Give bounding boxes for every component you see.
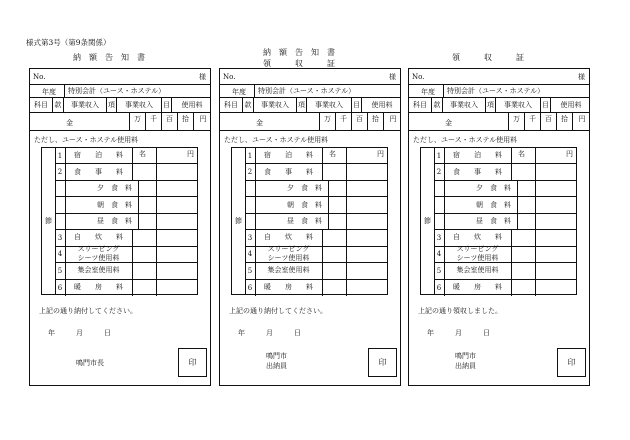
no-row [409, 69, 589, 85]
kan-label: 款 [54, 101, 62, 109]
unit-label: 万 [134, 115, 141, 123]
item-name-text: 食 事 料 [74, 167, 123, 176]
mei-label: 名 [518, 150, 525, 158]
kou-label-cell [485, 98, 495, 112]
notice-text: 上記の通り納付してください。 [39, 307, 137, 315]
item-count-cell[interactable] [132, 197, 157, 212]
item-name [444, 148, 512, 163]
sama-label: 様 [199, 73, 206, 81]
notice-text: 上記の通り納付してください。 [229, 307, 327, 315]
sama-label: 様 [578, 73, 585, 81]
unit-cell [508, 113, 524, 130]
kamoku-label-cell [30, 98, 52, 112]
kou-label-cell [296, 98, 306, 112]
item-name-text: 朝 食 料 [97, 200, 132, 209]
item-row [434, 214, 576, 230]
unit-label: 千 [150, 115, 157, 123]
item-number-text: 4 [57, 250, 63, 259]
unit-label: 円 [389, 115, 397, 123]
item-number-text: 3 [247, 233, 253, 242]
item-name-text: 夕 食 料 [476, 184, 511, 193]
item-count-cell[interactable] [511, 197, 536, 212]
kou-value: 事業収入 [504, 101, 532, 109]
setsu-label: 節 [235, 217, 242, 225]
item-row [434, 247, 576, 263]
moku-value-cell [361, 98, 402, 112]
kingaku-row [30, 113, 210, 131]
unit-label: 拾 [561, 115, 568, 123]
item-amount-cell[interactable] [346, 214, 387, 229]
item-count-cell[interactable] [322, 148, 347, 163]
item-amount-cell[interactable] [535, 181, 576, 196]
item-name [65, 247, 133, 262]
item-row [434, 280, 576, 296]
item-name-text: 暖 房 料 [264, 283, 313, 292]
item-count-cell[interactable] [132, 164, 157, 179]
form-label: 様式第3号（第9条関係） [26, 38, 111, 47]
kan-label: 款 [244, 101, 252, 109]
kamoku-label: 科目 [224, 101, 238, 109]
item-name [65, 181, 139, 196]
item-count-cell[interactable] [322, 214, 347, 229]
item-row [434, 164, 576, 180]
item-amount-cell[interactable] [535, 148, 576, 163]
item-count-cell[interactable] [322, 197, 347, 212]
moku-value: 使用料 [371, 101, 393, 109]
item-name-text: 昼 食 料 [287, 216, 322, 225]
item-name [444, 197, 518, 212]
item-name [65, 148, 133, 163]
item-row [245, 214, 387, 230]
item-row [55, 164, 197, 180]
item-name-text: 宿 泊 料 [74, 151, 123, 160]
sama-label: 様 [389, 73, 396, 81]
date-text: 年 月 日 [427, 329, 490, 337]
item-number-text: 1 [436, 151, 442, 160]
item-row [55, 280, 197, 296]
moku-label-cell [161, 98, 171, 112]
item-count-cell[interactable] [322, 181, 347, 196]
item-name [255, 197, 329, 212]
moku-label: 目 [542, 101, 549, 109]
item-name-text: スリーピング シーツ使用料 [456, 245, 499, 263]
unit-label: 円 [199, 115, 207, 123]
item-row [245, 263, 387, 279]
item-amount-cell[interactable] [346, 247, 387, 262]
seal-label: 印 [188, 358, 197, 367]
panel-title: 納 額 告 知 書 [73, 53, 145, 62]
item-name-text: 夕 食 料 [97, 184, 132, 193]
item-row [55, 181, 197, 197]
item-number-text: 3 [436, 233, 442, 242]
unit-label: 拾 [182, 115, 189, 123]
item-table [231, 147, 388, 295]
item-name [444, 164, 512, 179]
tadashi-text: ただし、ユース・ホステル使用料 [34, 136, 139, 144]
item-amount-cell[interactable] [346, 197, 387, 212]
nendo-label: 年度 [42, 88, 56, 96]
item-amount-cell[interactable] [156, 164, 197, 179]
item-amount-cell[interactable] [535, 247, 576, 262]
kan-label-cell [431, 98, 442, 112]
kan-value: 事業収入 [71, 101, 99, 109]
item-amount-cell[interactable] [156, 247, 197, 262]
item-count-cell[interactable] [132, 280, 157, 296]
item-count-cell[interactable] [511, 181, 536, 196]
moku-value-cell [550, 98, 591, 112]
moku-value: 使用料 [181, 101, 203, 109]
item-count-cell[interactable] [511, 164, 536, 179]
item-name [444, 247, 512, 262]
kan-label: 款 [433, 101, 441, 109]
seal-box [178, 348, 207, 377]
item-amount-cell[interactable] [535, 280, 576, 296]
item-name-text: 自 炊 料 [74, 233, 123, 242]
unit-cell [193, 113, 212, 130]
setsu-label: 節 [424, 217, 431, 225]
item-name [255, 214, 329, 229]
unit-cell [129, 113, 145, 130]
moku-label-cell [351, 98, 361, 112]
kamoku-row [409, 98, 589, 113]
unit-label: 万 [513, 115, 520, 123]
kou-label-cell [106, 98, 116, 112]
unit-cell [319, 113, 335, 130]
item-name-text: 宿 泊 料 [453, 151, 502, 160]
item-name [255, 280, 323, 296]
item-count-cell[interactable] [132, 181, 157, 196]
item-number-text: 4 [247, 250, 253, 259]
kaikei-cell [254, 85, 400, 97]
item-table [41, 147, 198, 295]
item-name [255, 263, 323, 278]
item-amount-cell[interactable] [156, 280, 197, 296]
form-panel [219, 68, 401, 386]
kingaku-row [220, 113, 400, 131]
kamoku-label-cell [220, 98, 242, 112]
panel-subtitle: 領 収 証 [263, 59, 335, 68]
item-row [55, 214, 197, 230]
item-amount-cell[interactable] [346, 280, 387, 296]
item-number-text: 2 [436, 168, 442, 177]
item-name [65, 164, 133, 179]
item-count-cell[interactable] [322, 247, 347, 262]
moku-label-cell [540, 98, 550, 112]
kan-label-cell [52, 98, 63, 112]
item-name-text: 夕 食 料 [287, 184, 322, 193]
item-row [434, 197, 576, 213]
item-name [444, 263, 512, 278]
item-name [65, 230, 133, 245]
panel-title: 領 収 証 [452, 53, 524, 62]
kamoku-label: 科目 [34, 101, 48, 109]
item-amount-cell[interactable] [346, 230, 387, 245]
tadashi-text: ただし、ユース・ホステル使用料 [413, 136, 518, 144]
kou-value-cell [116, 98, 161, 112]
unit-label: 百 [166, 115, 173, 123]
item-name-text: 暖 房 料 [74, 283, 123, 292]
setsu-column [42, 148, 56, 294]
item-number-text: 2 [247, 168, 253, 177]
item-number-text: 6 [57, 283, 63, 292]
unit-cell [351, 113, 367, 130]
item-amount-cell[interactable] [156, 181, 197, 196]
kan-value: 事業収入 [261, 101, 289, 109]
item-row [434, 263, 576, 279]
item-row [245, 148, 387, 164]
no-row [30, 69, 210, 85]
kan-value: 事業収入 [450, 101, 478, 109]
item-name [65, 263, 133, 278]
setsu-label: 節 [45, 217, 52, 225]
item-name [255, 230, 323, 245]
signer-line1: 鳴門市長 [76, 359, 104, 367]
item-count-cell[interactable] [511, 230, 536, 245]
no-label: No. [412, 72, 425, 81]
kan-value-cell [63, 98, 106, 112]
date-text: 年 月 日 [48, 329, 111, 337]
item-number-text: 5 [57, 266, 63, 275]
seal-label: 印 [567, 358, 576, 367]
kou-value: 事業収入 [125, 101, 153, 109]
kan-value-cell [442, 98, 485, 112]
item-name [65, 197, 139, 212]
item-amount-cell[interactable] [156, 214, 197, 229]
item-row [55, 148, 197, 164]
moku-value: 使用料 [560, 101, 582, 109]
item-table [420, 147, 577, 295]
item-name-text: スリーピング シーツ使用料 [267, 245, 310, 263]
kaikei-text: 特別会計（ユース・ホステル） [68, 87, 166, 95]
unit-cell [524, 113, 540, 130]
item-count-cell[interactable] [322, 280, 347, 296]
item-count-cell[interactable] [132, 247, 157, 262]
item-amount-cell[interactable] [535, 214, 576, 229]
item-name-text: 自 炊 料 [453, 233, 502, 242]
item-name [444, 181, 518, 196]
item-name-text: 朝 食 料 [287, 200, 322, 209]
kingaku-label: 金 [66, 119, 73, 127]
nendo-label: 年度 [232, 88, 246, 96]
item-row [55, 247, 197, 263]
form-panel [408, 68, 590, 386]
item-count-cell[interactable] [511, 263, 536, 278]
item-name [255, 181, 329, 196]
nendo-row [220, 85, 400, 98]
item-name [255, 164, 323, 179]
unit-cell [556, 113, 572, 130]
item-name-text: 食 事 料 [453, 167, 502, 176]
item-row [245, 181, 387, 197]
item-amount-cell[interactable] [346, 263, 387, 278]
item-name [65, 280, 133, 296]
item-amount-cell[interactable] [346, 181, 387, 196]
unit-label: 百 [545, 115, 552, 123]
signer-line2: 出納員 [455, 362, 476, 370]
kingaku-label: 金 [256, 119, 263, 127]
yen-label: 円 [566, 150, 573, 158]
item-row [245, 247, 387, 263]
moku-label: 目 [163, 101, 170, 109]
item-name-text: 集会室使用料 [77, 266, 120, 275]
tadashi-text: ただし、ユース・ホステル使用料 [224, 136, 329, 144]
item-row [55, 197, 197, 213]
item-amount-cell[interactable] [535, 197, 576, 212]
item-row [55, 263, 197, 279]
unit-cell [383, 113, 402, 130]
item-count-cell[interactable] [511, 148, 536, 163]
item-row [245, 164, 387, 180]
item-name-text: スリーピング シーツ使用料 [77, 245, 120, 263]
moku-value-cell [171, 98, 212, 112]
mei-label: 名 [139, 150, 146, 158]
kaikei-text: 特別会計（ユース・ホステル） [258, 87, 356, 95]
kan-label-cell [242, 98, 253, 112]
item-name [444, 230, 512, 245]
item-row [245, 197, 387, 213]
item-row [434, 230, 576, 246]
item-count-cell[interactable] [511, 280, 536, 296]
moku-label: 目 [353, 101, 360, 109]
kaikei-cell [64, 85, 210, 97]
item-number-text: 5 [436, 266, 442, 275]
kou-label: 項 [108, 101, 115, 109]
unit-label: 百 [356, 115, 363, 123]
item-row [434, 148, 576, 164]
item-number-text: 2 [57, 168, 63, 177]
item-name-text: 食 事 料 [264, 167, 313, 176]
signer-line2: 出納員 [266, 362, 287, 370]
item-amount-cell[interactable] [156, 230, 197, 245]
notice-text: 上記の通り領収しました。 [418, 307, 502, 315]
item-amount-cell[interactable] [346, 164, 387, 179]
kingaku-label: 金 [445, 119, 452, 127]
item-row [55, 230, 197, 246]
unit-label: 円 [578, 115, 586, 123]
kou-value-cell [495, 98, 540, 112]
yen-label: 円 [377, 150, 384, 158]
nendo-label: 年度 [421, 88, 435, 96]
item-number-text: 1 [57, 151, 63, 160]
kou-label: 項 [298, 101, 305, 109]
unit-cell [335, 113, 351, 130]
seal-box [368, 348, 397, 377]
item-name-text: 集会室使用料 [267, 266, 310, 275]
item-amount-cell[interactable] [346, 148, 387, 163]
unit-label: 万 [324, 115, 331, 123]
kamoku-row [30, 98, 210, 113]
signer-line1: 鳴門市 [266, 352, 287, 360]
item-name [255, 148, 323, 163]
item-name-text: 集会室使用料 [456, 266, 499, 275]
item-count-cell[interactable] [132, 230, 157, 245]
item-amount-cell[interactable] [535, 230, 576, 245]
unit-cell [177, 113, 193, 130]
unit-label: 千 [529, 115, 536, 123]
item-number-text: 1 [247, 151, 253, 160]
item-count-cell[interactable] [511, 247, 536, 262]
unit-cell [540, 113, 556, 130]
seal-box [557, 348, 586, 377]
kamoku-label: 科目 [413, 101, 427, 109]
seal-label: 印 [378, 358, 387, 367]
kou-value-cell [306, 98, 351, 112]
panel-title: 納 額 告 知 書 [263, 48, 335, 57]
item-number-text: 6 [436, 283, 442, 292]
setsu-column [232, 148, 246, 294]
no-row [220, 69, 400, 85]
item-count-cell[interactable] [322, 164, 347, 179]
item-amount-cell[interactable] [535, 263, 576, 278]
kou-value: 事業収入 [315, 101, 343, 109]
date-text: 年 月 日 [238, 329, 301, 337]
item-name-text: 昼 食 料 [476, 216, 511, 225]
item-count-cell[interactable] [132, 263, 157, 278]
mei-label: 名 [329, 150, 336, 158]
item-name-text: 昼 食 料 [97, 216, 132, 225]
item-count-cell[interactable] [322, 230, 347, 245]
item-number-text: 3 [57, 233, 63, 242]
setsu-column [421, 148, 435, 294]
nendo-row [30, 85, 210, 98]
unit-label: 拾 [372, 115, 379, 123]
kou-label: 項 [487, 101, 494, 109]
item-name [444, 280, 512, 296]
item-name-text: 宿 泊 料 [264, 151, 313, 160]
item-row [245, 280, 387, 296]
item-number-text: 6 [247, 283, 253, 292]
unit-cell [572, 113, 591, 130]
unit-cell [145, 113, 161, 130]
item-amount-cell[interactable] [156, 148, 197, 163]
kaikei-cell [443, 85, 589, 97]
kaikei-text: 特別会計（ユース・ホステル） [447, 87, 545, 95]
no-label: No. [223, 72, 236, 81]
kamoku-row [220, 98, 400, 113]
unit-label: 千 [340, 115, 347, 123]
item-amount-cell[interactable] [156, 197, 197, 212]
item-count-cell[interactable] [511, 214, 536, 229]
unit-cell [161, 113, 177, 130]
unit-cell [367, 113, 383, 130]
item-name-text: 暖 房 料 [453, 283, 502, 292]
yen-label: 円 [187, 150, 194, 158]
item-name [255, 247, 323, 262]
item-name [444, 214, 518, 229]
form-panel [29, 68, 211, 386]
item-name-text: 朝 食 料 [476, 200, 511, 209]
kingaku-row [409, 113, 589, 131]
kan-value-cell [253, 98, 296, 112]
item-count-cell[interactable] [132, 214, 157, 229]
item-row [434, 181, 576, 197]
item-amount-cell[interactable] [535, 164, 576, 179]
item-name-text: 自 炊 料 [264, 233, 313, 242]
item-amount-cell[interactable] [156, 263, 197, 278]
item-row [245, 230, 387, 246]
item-count-cell[interactable] [322, 263, 347, 278]
item-name [65, 214, 139, 229]
nendo-row [409, 85, 589, 98]
item-number-text: 4 [436, 250, 442, 259]
signer-line1: 鳴門市 [455, 352, 476, 360]
item-count-cell[interactable] [132, 148, 157, 163]
kamoku-label-cell [409, 98, 431, 112]
no-label: No. [33, 72, 46, 81]
item-number-text: 5 [247, 266, 253, 275]
